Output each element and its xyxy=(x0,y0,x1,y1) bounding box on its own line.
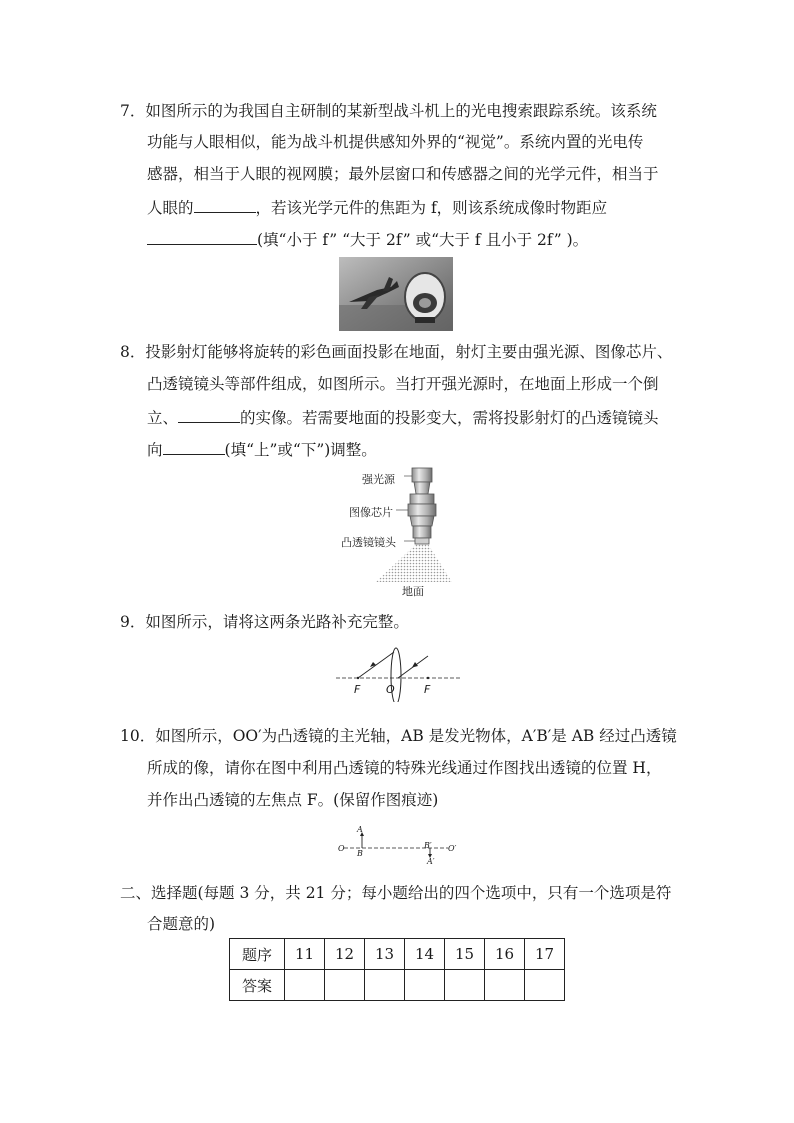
q10-label-o-prime: O′ xyxy=(448,844,457,853)
q8-figure-spotlight xyxy=(340,466,460,598)
q10-line-1: 10．如图所示，OO′为凸透镜的主光轴，AB 是发光物体，A′B′是 AB 经过凸透镜 xyxy=(120,727,677,745)
q8-line-4 xyxy=(147,438,377,460)
answer-cell-16[interactable] xyxy=(485,970,525,1001)
answer-table-number-15: 15 xyxy=(445,939,485,970)
q7-line-3: 感器，相当于人眼的视网膜；最外层窗口和传感器之间的光学元件，相当于 xyxy=(147,165,659,183)
q8-label-convex-lens: 凸透镜镜头 xyxy=(341,536,396,549)
q9-label-f-right: F xyxy=(424,683,431,696)
answer-table-row-answers xyxy=(230,970,565,1001)
q8-line-3-suffix: 的实像。若需要地面的投影变大，需将投影射灯的凸透镜镜头 xyxy=(240,409,659,427)
q10-label-a: A xyxy=(357,825,363,834)
answer-cell-15[interactable] xyxy=(445,970,485,1001)
answer-table-number-17: 17 xyxy=(525,939,565,970)
q10-line-3: 并作出凸透镜的左焦点 F。(保留作图痕迹) xyxy=(147,791,439,809)
q7-line-4-prefix: 人眼的 xyxy=(147,199,194,217)
q8-blank-2[interactable] xyxy=(163,438,225,455)
answer-cell-11[interactable] xyxy=(285,970,325,1001)
q7-line-2: 功能与人眼相似，能为战斗机提供感知外界的“视觉”。系统内置的光电传 xyxy=(147,133,644,151)
q8-line-2: 凸透镜镜头等部件组成，如图所示。当打开强光源时，在地面上形成一个倒 xyxy=(147,375,659,393)
q8-label-image-chip: 图像芯片 xyxy=(349,506,393,519)
answer-table-number-14: 14 xyxy=(405,939,445,970)
answer-table-header-number: 题序 xyxy=(230,939,285,970)
q7-line-5-suffix: (填“小于 f” “大于 2f” 或“大于 f 且小于 2f” )。 xyxy=(257,231,589,249)
q8-line-3 xyxy=(147,406,659,428)
q10-figure-axis xyxy=(336,820,456,866)
q7-blank-2[interactable] xyxy=(147,228,257,245)
q7-line-5 xyxy=(147,228,588,250)
q10-label-a-prime: A′ xyxy=(427,857,435,866)
q7-line-4-suffix: ，若该光学元件的焦距为 f，则该系统成像时物距应 xyxy=(255,199,608,217)
q10-line-2: 所成的像，请你在图中利用凸透镜的特殊光线通过作图找出透镜的位置 H， xyxy=(147,759,662,777)
answer-table-number-16: 16 xyxy=(485,939,525,970)
answer-cell-13[interactable] xyxy=(365,970,405,1001)
q9-label-o: O xyxy=(386,683,395,696)
q8-label-light-source: 强光源 xyxy=(362,473,395,486)
q7-line-4 xyxy=(147,196,607,218)
answer-table xyxy=(229,938,565,1001)
answer-table-number-12: 12 xyxy=(325,939,365,970)
q7-line-1: 7．如图所示的为我国自主研制的某新型战斗机上的光电搜索跟踪系统。该系统 xyxy=(120,102,657,120)
answer-table-header-answer: 答案 xyxy=(230,970,285,1001)
answer-cell-17[interactable] xyxy=(525,970,565,1001)
q9-label-f-left: F xyxy=(354,683,361,696)
q8-label-ground: 地面 xyxy=(402,585,424,598)
q8-line-4-prefix: 向 xyxy=(147,441,163,459)
q8-blank-1[interactable] xyxy=(178,406,240,423)
q8-line-1: 8．投影射灯能够将旋转的彩色画面投影在地面，射灯主要由强光源、图像芯片、 xyxy=(120,343,673,361)
answer-cell-12[interactable] xyxy=(325,970,365,1001)
answer-cell-14[interactable] xyxy=(405,970,445,1001)
section2-heading-line-1: 二、选择题(每题 3 分，共 21 分；每小题给出的四个选项中，只有一个选项是符 xyxy=(120,884,672,902)
answer-table-number-11: 11 xyxy=(285,939,325,970)
section2-heading-line-2: 合题意的) xyxy=(147,915,216,933)
q8-line-3-prefix: 立、 xyxy=(147,409,179,427)
answer-table-number-13: 13 xyxy=(365,939,405,970)
q10-label-b: B xyxy=(357,849,363,858)
q9-line-1: 9．如图所示，请将这两条光路补充完整。 xyxy=(120,613,409,631)
q10-label-b-prime: B′ xyxy=(424,841,432,850)
answer-table-row-numbers xyxy=(230,939,565,970)
q8-line-4-suffix: (填“上”或“下”)调整。 xyxy=(224,441,377,459)
q10-label-o: O xyxy=(338,844,345,853)
q7-photo-fighter-sensor xyxy=(339,257,453,331)
q7-blank-1[interactable] xyxy=(194,196,256,213)
